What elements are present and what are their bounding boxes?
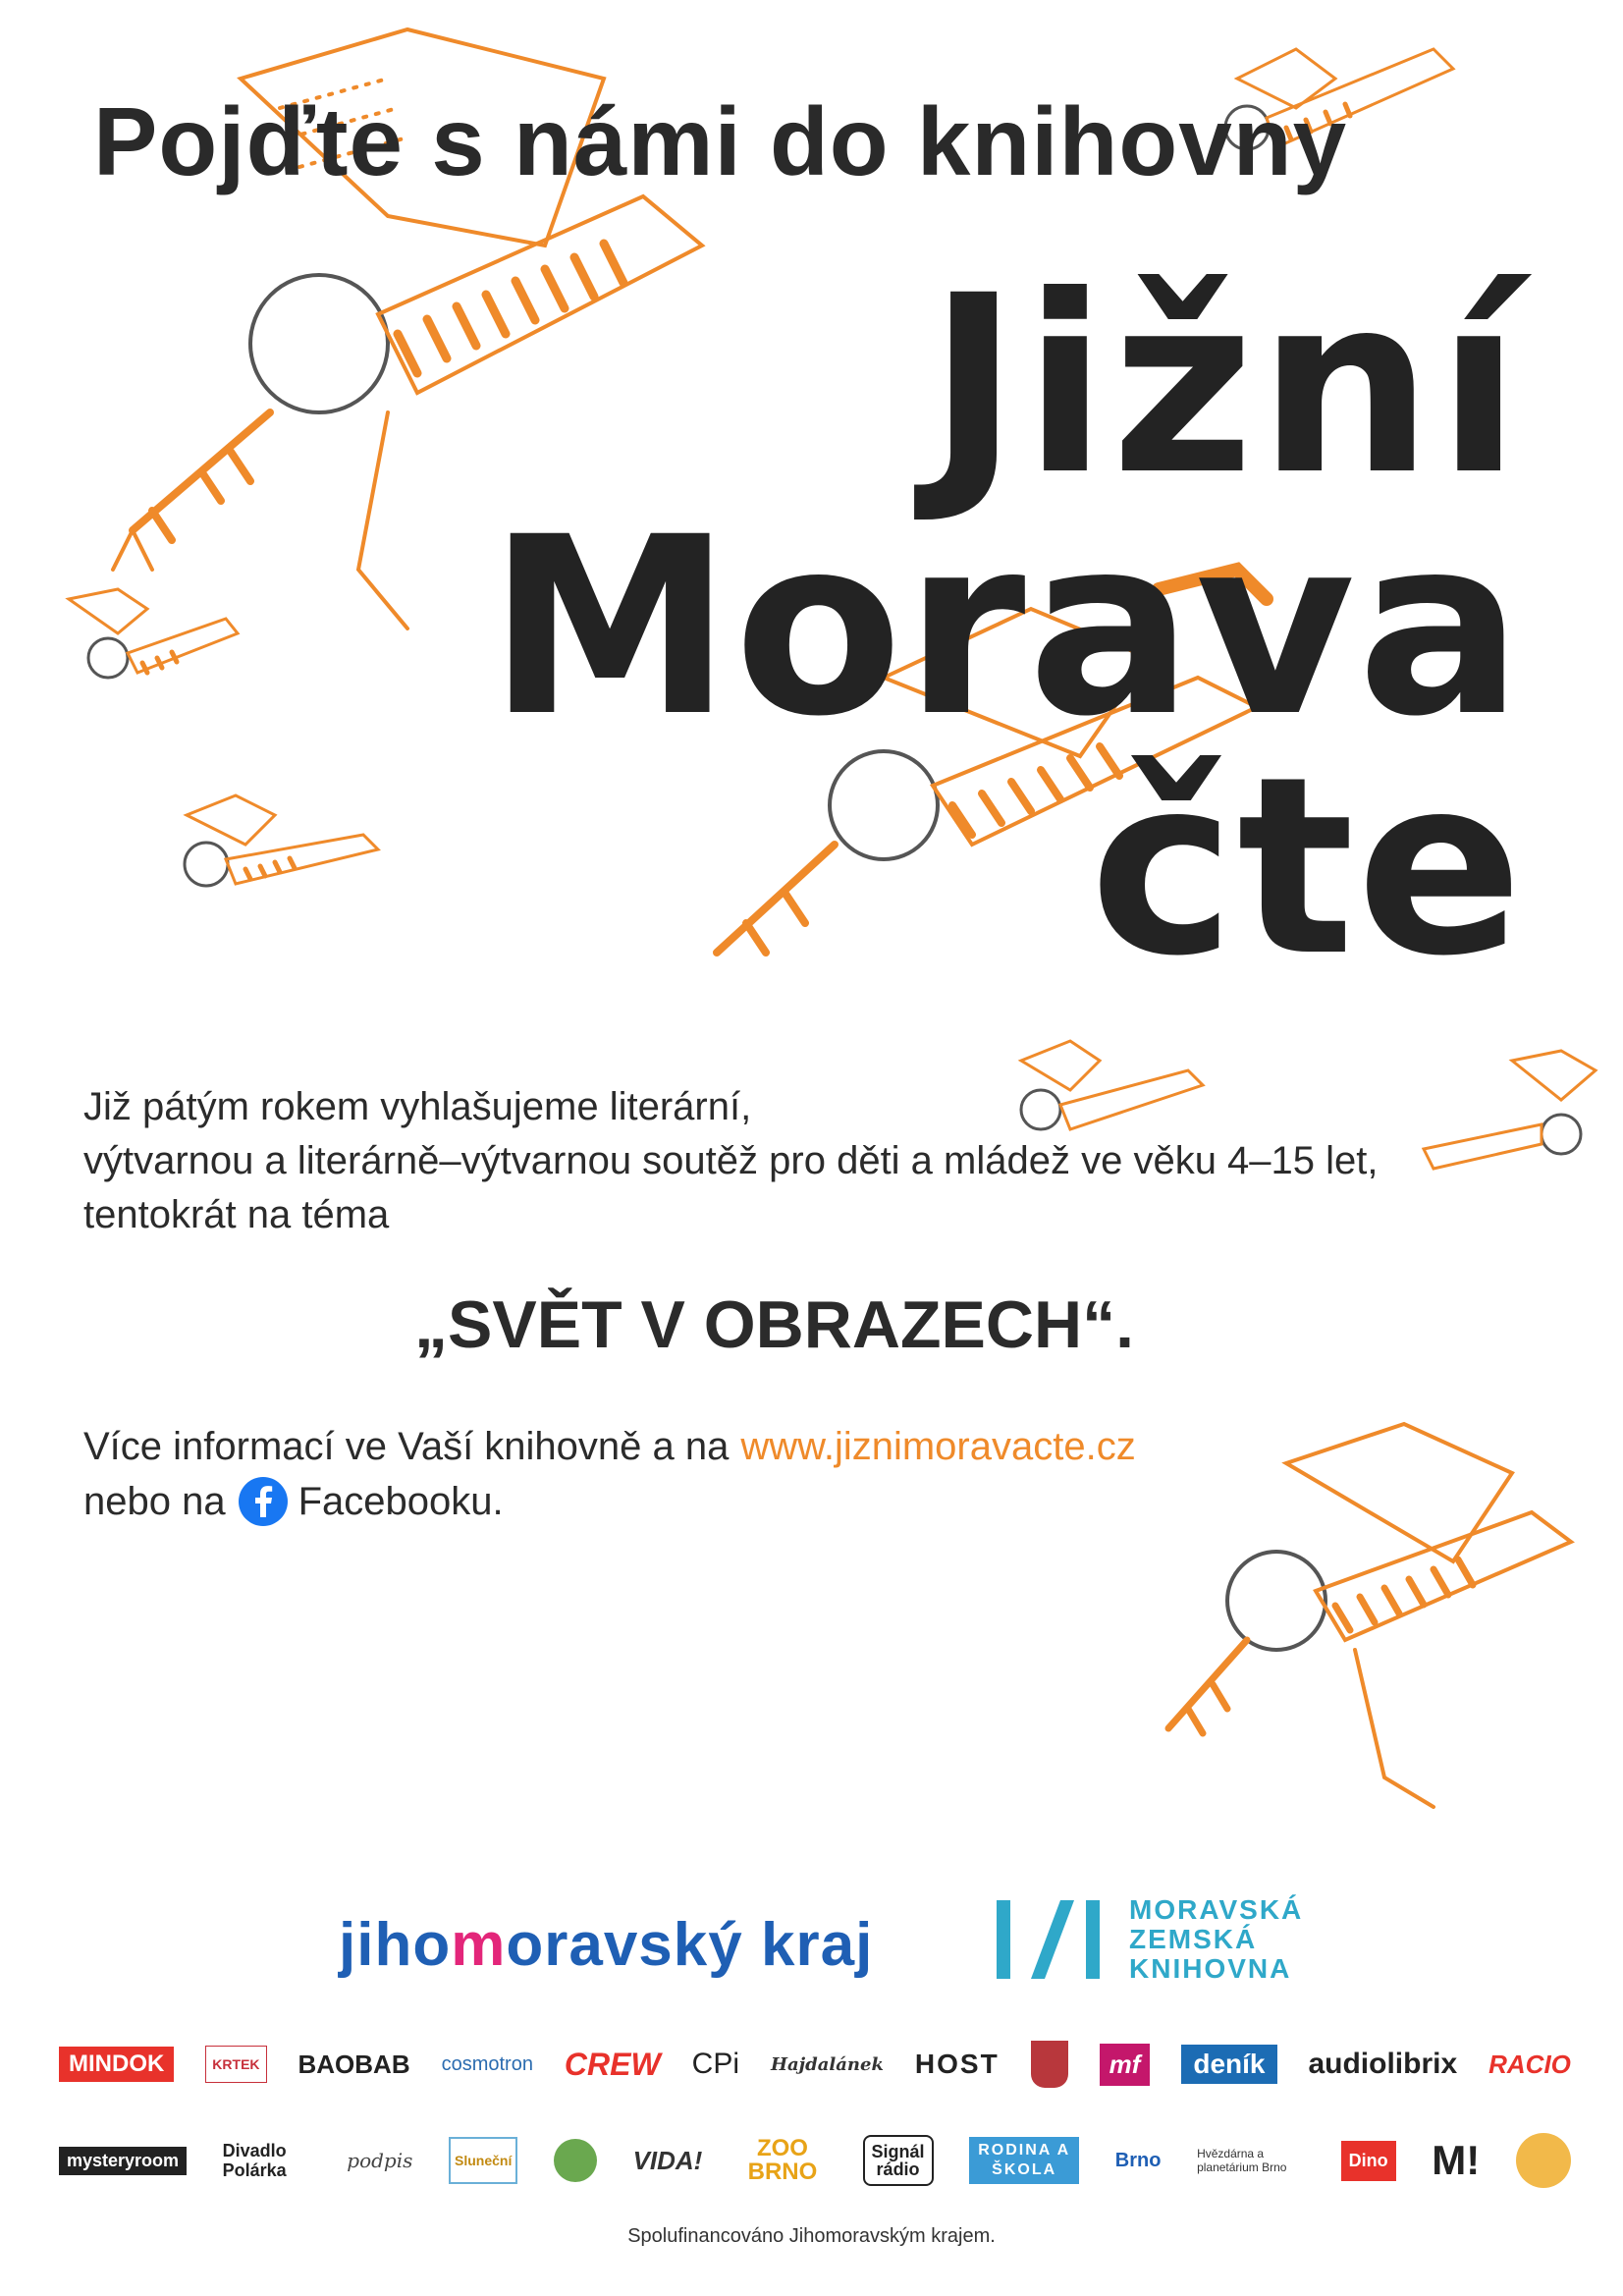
sponsor-crew-logo: CREW <box>564 2046 661 2082</box>
competition-theme: „SVĚT V OBRAZECH“. <box>414 1287 1134 1362</box>
sponsor-signal-radio-logo: Signál rádio <box>863 2135 934 2186</box>
sponsor-kids-logo <box>1516 2133 1571 2188</box>
mzk-mark-icon <box>992 1895 1105 1984</box>
sponsor-cosmotron-logo: cosmotron <box>441 2052 533 2075</box>
sponsor-cpi-logo: CPi <box>691 2048 739 2080</box>
info-paragraph <box>83 1419 1136 1529</box>
logo-moravska-zemska-knihovna <box>992 1895 1303 1984</box>
sponsor-mindok-logo: MINDOK <box>59 2047 174 2082</box>
sponsor-denik-logo: deník <box>1181 2045 1276 2084</box>
sponsor-hajdalanek-logo: Hajdalánek <box>770 2053 884 2075</box>
sponsor-host-logo: HOST <box>914 2049 1000 2079</box>
sponsor-krtek-logo: KRTEK <box>205 2046 266 2083</box>
sponsor-cesky-rozhlas-brno-logo: Brno <box>1114 2149 1162 2171</box>
sponsor-dino-logo: Dino <box>1341 2141 1396 2181</box>
flying-reader-illustration-bottom-right <box>1159 1404 1591 1817</box>
sponsor-audiolibrix-logo: audiolibrix <box>1308 2048 1458 2080</box>
sponsor-logos-row-1 <box>59 2035 1571 2094</box>
facebook-icon[interactable] <box>238 1476 289 1527</box>
sponsor-baobab-logo: BAOBAB <box>298 2049 410 2079</box>
mzk-line-1: MORAVSKÁ <box>1129 1894 1304 1925</box>
sponsor-rodina-a-skola-logo: RODINA A ŠKOLA <box>969 2137 1079 2184</box>
intro-line-3: tentokrát na téma <box>83 1193 390 1236</box>
sponsor-logos-row-2 <box>59 2126 1571 2195</box>
page-subtitle-heading: Pojďte s námi do knihovny <box>93 87 1348 195</box>
intro-line-2: výtvarnou a literárně–výtvarnou soutěž pro děti a mládež ve věku 4–15 let, <box>83 1139 1379 1182</box>
sponsor-racio-logo: RACIO <box>1488 2049 1571 2079</box>
sponsor-vida-logo: VIDA! <box>632 2145 703 2175</box>
footer-cofinancing-note: Spolufinancováno Jihomoravským krajem. <box>627 2225 996 2247</box>
sponsor-divadlo-polarka-logo: Divadlo Polárka <box>222 2141 287 2180</box>
sponsor-emblem-icon <box>554 2139 597 2182</box>
main-title-line-1: Jižní <box>928 243 1525 528</box>
intro-paragraph <box>83 1080 1379 1242</box>
small-reader-illustration-4 <box>1414 1041 1610 1188</box>
website-link[interactable]: www.jiznimoravacte.cz <box>740 1425 1136 1468</box>
sponsor-slunecni-logo: Sluneční <box>449 2137 517 2184</box>
facebook-label[interactable]: Facebooku. <box>298 1480 504 1523</box>
main-title-line-2: Morava <box>487 484 1525 770</box>
sponsor-coat-of-arms-icon <box>1031 2041 1068 2088</box>
intro-line-1: Již pátým rokem vyhlašujeme literární, <box>83 1085 752 1128</box>
sponsor-zoo-brno-logo: ZOO BRNO <box>747 2135 818 2185</box>
logo-jihomoravsky-kraj: jihomoravský kraj <box>339 1911 874 1979</box>
info-line-2-text: nebo na <box>83 1480 226 1523</box>
main-title <box>487 243 1525 1010</box>
info-line-1-text: Více informací ve Vaší knihovně a na <box>83 1425 730 1468</box>
sponsor-signature-logo: podpis <box>347 2149 413 2172</box>
sponsor-m-logo: M! <box>1432 2137 1481 2183</box>
small-reader-illustration-1 <box>167 776 393 933</box>
mzk-line-2: ZEMSKÁ <box>1129 1924 1258 1954</box>
mzk-line-3: KNIHOVNA <box>1129 1953 1292 1984</box>
sponsor-hvezdarna-logo: Hvězdárna a planetárium Brno <box>1197 2147 1287 2174</box>
main-title-line-3: čte <box>1089 724 1525 1010</box>
small-reader-illustration-2 <box>29 579 245 717</box>
sponsor-mysteryroom-logo: mysteryroom <box>59 2147 187 2175</box>
sponsor-mf-logo: mf <box>1100 2044 1151 2086</box>
